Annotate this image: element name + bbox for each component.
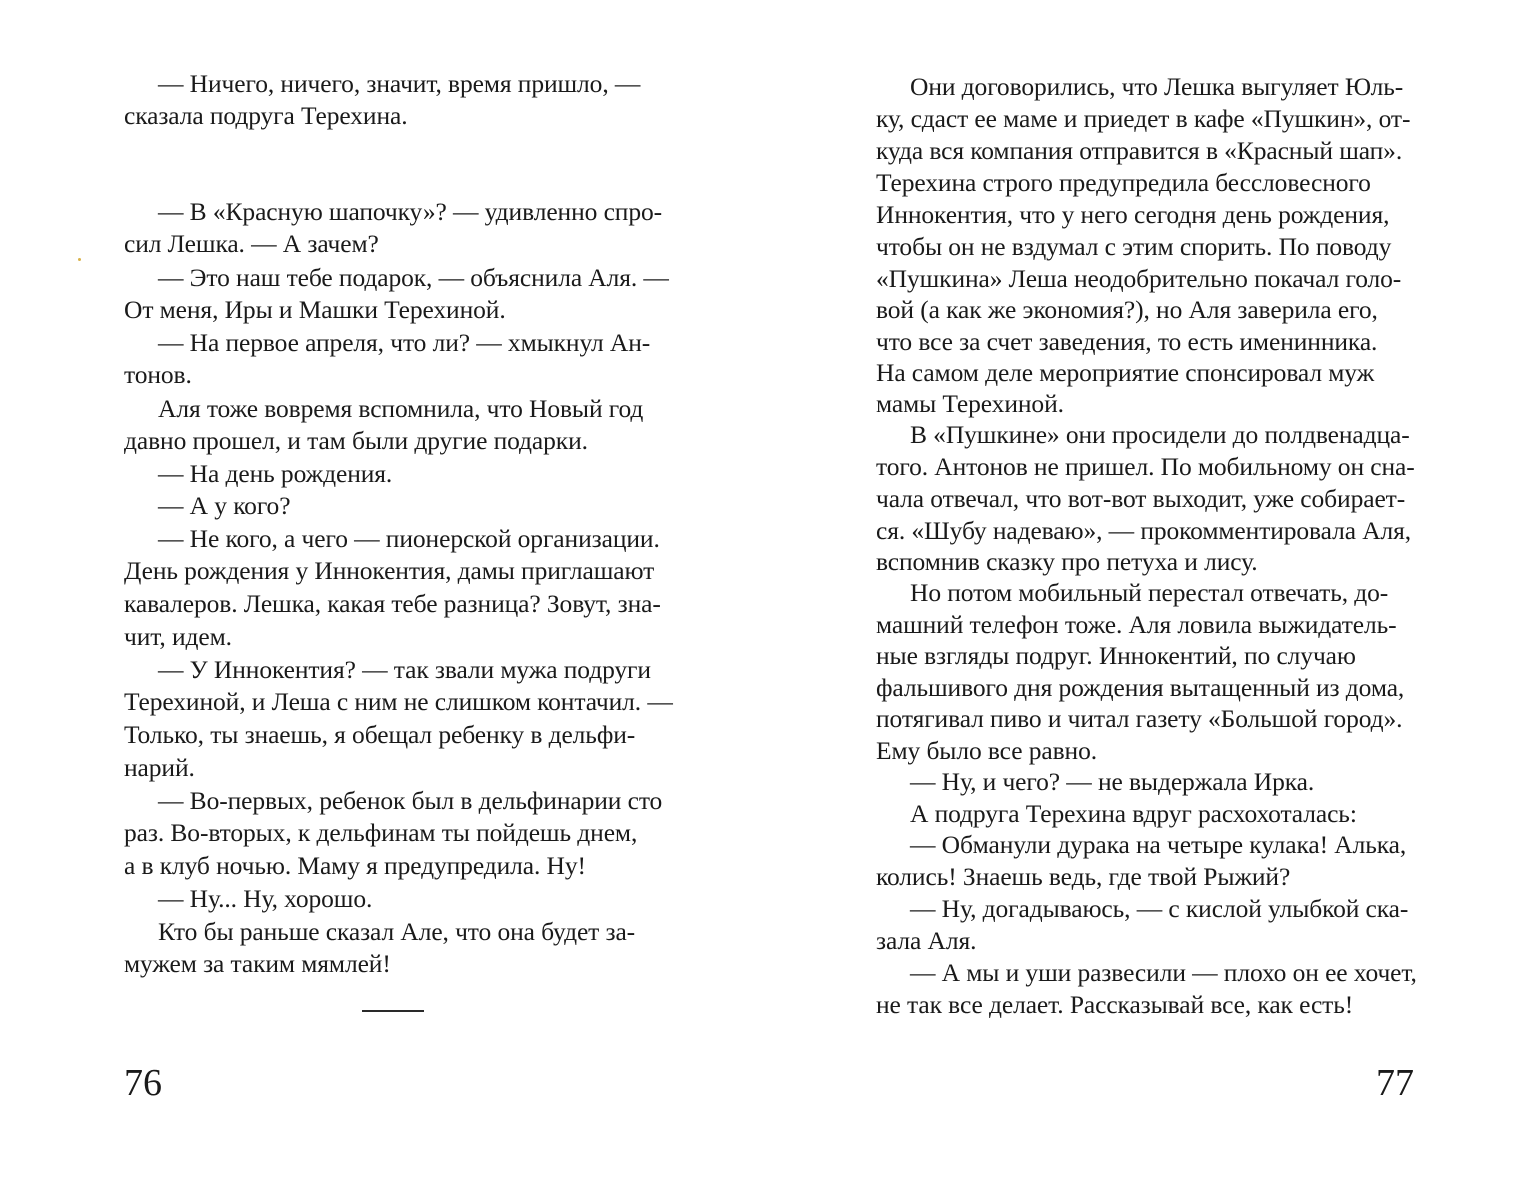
text-line: что все за счет заведения, то есть именинника. (876, 327, 1378, 356)
text-line: не так все делает. Рассказывай все, как есть! (876, 990, 1354, 1019)
text-line: нарий. (124, 753, 195, 782)
text-line: ку, сдаст ее маме и приедет в кафе «Пушкин», от- (876, 104, 1411, 133)
text-line: Но потом мобильный перестал отвечать, до- (910, 578, 1389, 607)
paper-speck (78, 258, 81, 261)
text-line: — А мы и уши развесили — плохо он ее хочет, (910, 958, 1417, 987)
text-line: потягивал пиво и читал газету «Большой город». (876, 704, 1403, 733)
text-line: — На день рождения. (158, 459, 393, 488)
text-line: раз. Во-вторых, к дельфинам ты пойдешь днем, (124, 818, 638, 847)
text-line: — Ну, догадываюсь, — с кислой улыбкой ска- (910, 894, 1409, 923)
text-line: чтобы он не вздумал с этим спорить. По поводу (876, 232, 1392, 261)
text-line: — Ну, и чего? — не выдержала Ирка. (910, 767, 1315, 796)
text-line: зала Аля. (876, 926, 977, 955)
text-line: Терехиной, и Леша с ним не слишком контачил. — (124, 687, 673, 716)
text-line: того. Антонов не пришел. По мобильному он сна- (876, 452, 1415, 481)
text-line: кавалеров. Лешка, какая тебе разница? Зовут, зна- (124, 589, 661, 618)
text-line: сил Лешка. — А зачем? (124, 229, 379, 258)
text-line: давно прошел, и там были другие подарки. (124, 426, 588, 455)
text-line: ся. «Шубу надеваю», — прокомментировала Аля, (876, 516, 1412, 545)
text-line: тонов. (124, 360, 192, 389)
text-line: мужем за таким мямлей! (124, 949, 391, 978)
text-line: чала отвечал, что вот-вот выходит, уже собирает- (876, 484, 1406, 513)
text-line: Только, ты знаешь, я обещал ребенку в дельфи- (124, 720, 636, 749)
text-line: — Ничего, ничего, значит, время пришло, — (158, 69, 641, 98)
text-line: От меня, Иры и Машки Терехиной. (124, 295, 506, 324)
text-line: — Это наш тебе подарок, — объяснила Аля. — (158, 263, 669, 292)
text-line: Ему было все равно. (876, 736, 1097, 765)
text-line: а в клуб ночью. Маму я предупредила. Ну! (124, 851, 586, 880)
page-number: 76 (124, 1062, 162, 1104)
text-line: чит, идем. (124, 622, 232, 651)
text-line: ные взгляды подруг. Иннокентий, по случаю (876, 641, 1356, 670)
text-line: Иннокентия, что у него сегодня день рождения, (876, 200, 1390, 229)
text-line: Они договорились, что Лешка выгуляет Юль- (910, 72, 1404, 101)
text-line: На самом деле мероприятие спонсировал муж (876, 358, 1375, 387)
text-line: — А у кого? (158, 491, 291, 520)
text-line: Аля тоже вовремя вспомнила, что Новый год (158, 394, 644, 423)
text-line: куда вся компания отправится в «Красный шап». (876, 136, 1403, 165)
text-line: сказала подруга Терехина. (124, 101, 408, 130)
text-line: А подруга Терехина вдруг расхохоталась: (910, 799, 1357, 828)
text-line: «Пушкина» Леша неодобрительно покачал голо- (876, 264, 1402, 293)
text-line: машний телефон тоже. Аля ловила выжидатель- (876, 610, 1397, 639)
text-line: — На первое апреля, что ли? — хмыкнул Ан- (158, 328, 651, 357)
text-line: вспомнив сказку про петуха и лису. (876, 547, 1258, 576)
text-line: — Во-первых, ребенок был в дельфинарии сто (158, 786, 663, 815)
text-line: — Не кого, а чего — пионерской организации. (158, 524, 660, 553)
text-line: — Ну... Ну, хорошо. (158, 884, 373, 913)
text-line: мамы Терехиной. (876, 389, 1064, 418)
text-line: вой (а как же экономия?), но Аля заверила его, (876, 295, 1378, 324)
text-line: — Обманули дурака на четыре кулака! Алька, (910, 830, 1407, 859)
text-line: — У Иннокентия? — так звали мужа подруги (158, 655, 651, 684)
text-line: Терехина строго предупредила бессловесного (876, 168, 1371, 197)
text-line: — В «Красную шапочку»? — удивленно спро- (158, 197, 663, 226)
page-number: 77 (1376, 1062, 1414, 1104)
text-line: фальшивого дня рождения вытащенный из дома, (876, 673, 1405, 702)
text-line: В «Пушкине» они просидели до полдвенадца- (910, 420, 1410, 449)
text-line: Кто бы раньше сказал Але, что она будет за- (158, 917, 636, 946)
text-line: колись! Знаешь ведь, где твой Рыжий? (876, 862, 1291, 891)
right-page (768, 0, 1536, 1179)
text-line: День рождения у Иннокентия, дамы приглашают (124, 556, 655, 585)
section-separator (362, 1010, 424, 1012)
